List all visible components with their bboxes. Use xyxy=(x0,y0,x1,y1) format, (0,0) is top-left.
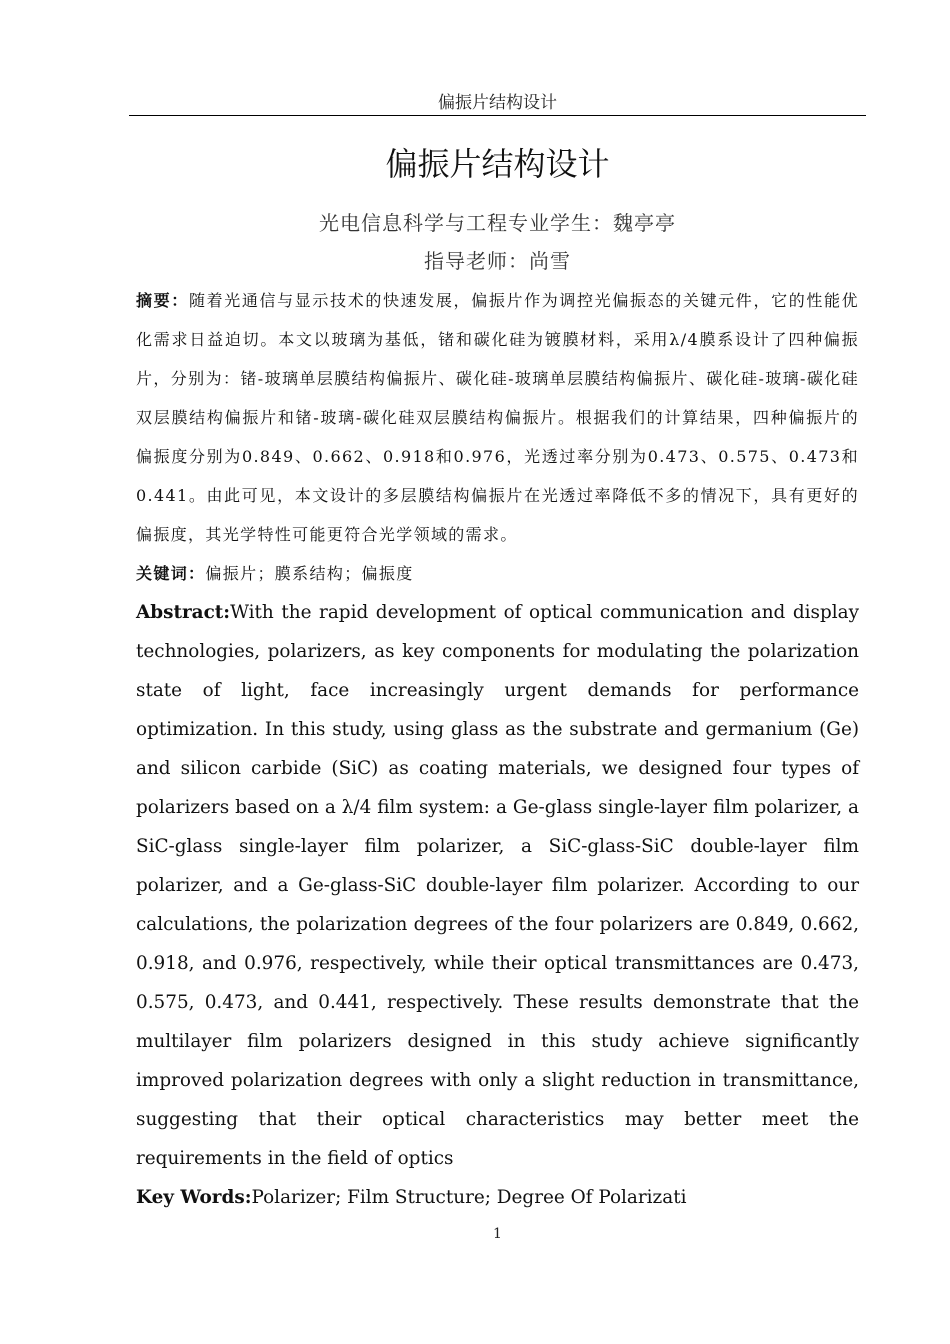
chinese-abstract xyxy=(136,281,859,554)
advisor-line: 指导老师：尚雪 xyxy=(424,249,571,273)
page-title: 偏振片结构设计 xyxy=(385,145,610,183)
header-rule xyxy=(129,115,866,116)
author-line: 光电信息科学与工程专业学生：魏亭亭 xyxy=(319,211,676,235)
chinese-keywords-label: 关键词： xyxy=(136,564,206,583)
chinese-keywords-text: 偏振片；膜系结构；偏振度 xyxy=(205,564,414,583)
chinese-abstract-label: 摘要： xyxy=(136,291,189,310)
running-header: 偏振片结构设计 xyxy=(438,93,557,113)
chinese-abstract-text: 随着光通信与显示技术的快速发展，偏振片作为调控光偏振态的关键元件，它的性能优化需求日益迫切。本文以玻璃为基低，锗和碳化硅为镀膜材料，采用λ/4膜系设计了四种偏振片，分别为：锗-玻璃单层膜结构偏振片、碳化硅-玻璃单层膜结构偏振片、碳化硅-玻璃-碳化硅双层膜结构偏振片和锗-玻璃-碳化硅双层膜结构偏振片。根据我们的计算结果，四种偏振片的偏振度分别为0.849、0.662、0.918和0.976，光透过率分别为0.473、0.575、0.473和0.441。由此可见，本文设计的多层膜结构偏振片在光透过率降低不多的情况下，具有更好的偏振度，其光学特性可能更符合光学领域的需求。 xyxy=(136,291,859,544)
page-number: 1 xyxy=(493,1226,502,1242)
english-abstract xyxy=(136,593,859,1178)
english-abstract-text: With the rapid development of optical communication and display technologies, polarizers, as key components for modulating the polarization state of light, face increasingly urgent demands for performance optimization. In this study, using glass as the substrate and germanium (Ge) and silicon carbide (SiC) as coating materials, we designed four types of polarizers based on a λ/4 film system: a Ge-glass single-layer film polarizer, a SiC-glass single-layer film polarizer, a SiC-glass-SiC double-layer film polarizer, and a Ge-glass-SiC double-layer film polarizer. According to our calculations, the polarization degrees of the four polarizers are 0.849, 0.662, 0.918, and 0.976, respectively, while their optical transmittances are 0.473, 0.575, 0.473, and 0.441, respectively. These results demonstrate that the multilayer film polarizers designed in this study achieve significantly improved polarization degrees with only a slight reduction in transmittance, suggesting that their optical characteristics may better meet the requirements in the field of optics xyxy=(136,602,859,1169)
english-keywords-text: Polarizer; Film Structure; Degree Of Polarizati xyxy=(251,1187,687,1208)
chinese-keywords xyxy=(136,554,859,593)
english-keywords-label: Key Words: xyxy=(136,1187,252,1208)
english-keywords xyxy=(136,1178,859,1217)
abstract-section xyxy=(136,281,859,1217)
english-abstract-label: Abstract: xyxy=(136,602,231,623)
